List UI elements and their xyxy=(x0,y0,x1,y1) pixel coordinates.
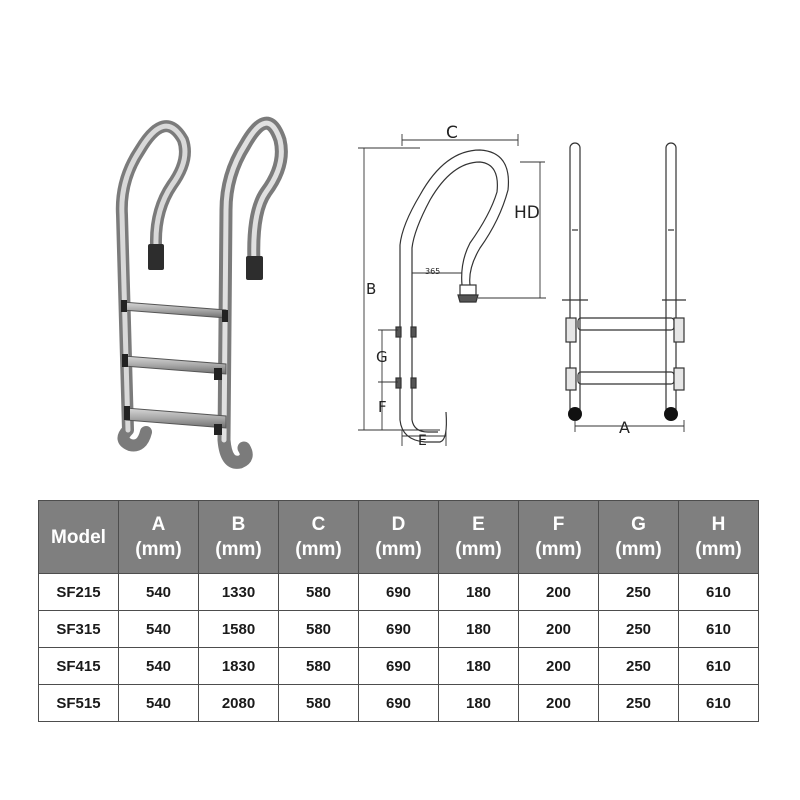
dim-label-e: E xyxy=(418,433,427,449)
table-cell: 580 xyxy=(279,611,359,648)
table-cell: 180 xyxy=(439,685,519,722)
model-cell: SF215 xyxy=(39,574,119,611)
table-cell: 580 xyxy=(279,648,359,685)
table-cell: 690 xyxy=(359,574,439,611)
table-cell: 540 xyxy=(119,574,199,611)
table-cell: 180 xyxy=(439,611,519,648)
header-cell: Model xyxy=(39,501,119,574)
table-cell: 610 xyxy=(679,648,759,685)
header-cell: B (mm) xyxy=(199,501,279,574)
table-header-row xyxy=(39,501,759,574)
table-cell: 250 xyxy=(599,648,679,685)
dim-label-f: F xyxy=(378,398,387,416)
table-cell: 540 xyxy=(119,685,199,722)
header-cell: F (mm) xyxy=(519,501,599,574)
table-cell: 540 xyxy=(119,611,199,648)
table-cell: 580 xyxy=(279,685,359,722)
header-cell: D (mm) xyxy=(359,501,439,574)
header-cell: E (mm) xyxy=(439,501,519,574)
header-cell: C (mm) xyxy=(279,501,359,574)
table-row xyxy=(39,611,759,648)
table-cell: 250 xyxy=(599,574,679,611)
table-cell: 690 xyxy=(359,685,439,722)
table-row xyxy=(39,574,759,611)
table-cell: 200 xyxy=(519,648,599,685)
model-cell: SF415 xyxy=(39,648,119,685)
table-row xyxy=(39,648,759,685)
table-cell: 610 xyxy=(679,611,759,648)
model-cell: SF315 xyxy=(39,611,119,648)
table-cell: 690 xyxy=(359,648,439,685)
dim-label-c: C xyxy=(446,123,458,143)
table-cell: 540 xyxy=(119,648,199,685)
header-cell: G (mm) xyxy=(599,501,679,574)
table-cell: 200 xyxy=(519,611,599,648)
model-cell: SF515 xyxy=(39,685,119,722)
dim-label-offset: 365 xyxy=(425,267,441,276)
table-cell: 250 xyxy=(599,685,679,722)
spec-table xyxy=(38,500,759,722)
table-cell: 200 xyxy=(519,685,599,722)
table-cell: 1330 xyxy=(199,574,279,611)
table-cell: 180 xyxy=(439,574,519,611)
header-cell: A (mm) xyxy=(119,501,199,574)
table-cell: 250 xyxy=(599,611,679,648)
dim-label-a: A xyxy=(619,418,630,437)
dim-label-b: B xyxy=(366,280,377,298)
table-cell: 1830 xyxy=(199,648,279,685)
table-cell: 690 xyxy=(359,611,439,648)
dim-label-hd: HD xyxy=(514,203,540,223)
table-cell: 200 xyxy=(519,574,599,611)
table-cell: 1580 xyxy=(199,611,279,648)
table-row xyxy=(39,685,759,722)
table-cell: 610 xyxy=(679,574,759,611)
header-cell: H (mm) xyxy=(679,501,759,574)
table-cell: 2080 xyxy=(199,685,279,722)
dim-label-g: G xyxy=(376,348,388,366)
table-cell: 180 xyxy=(439,648,519,685)
table-cell: 610 xyxy=(679,685,759,722)
table-cell: 580 xyxy=(279,574,359,611)
